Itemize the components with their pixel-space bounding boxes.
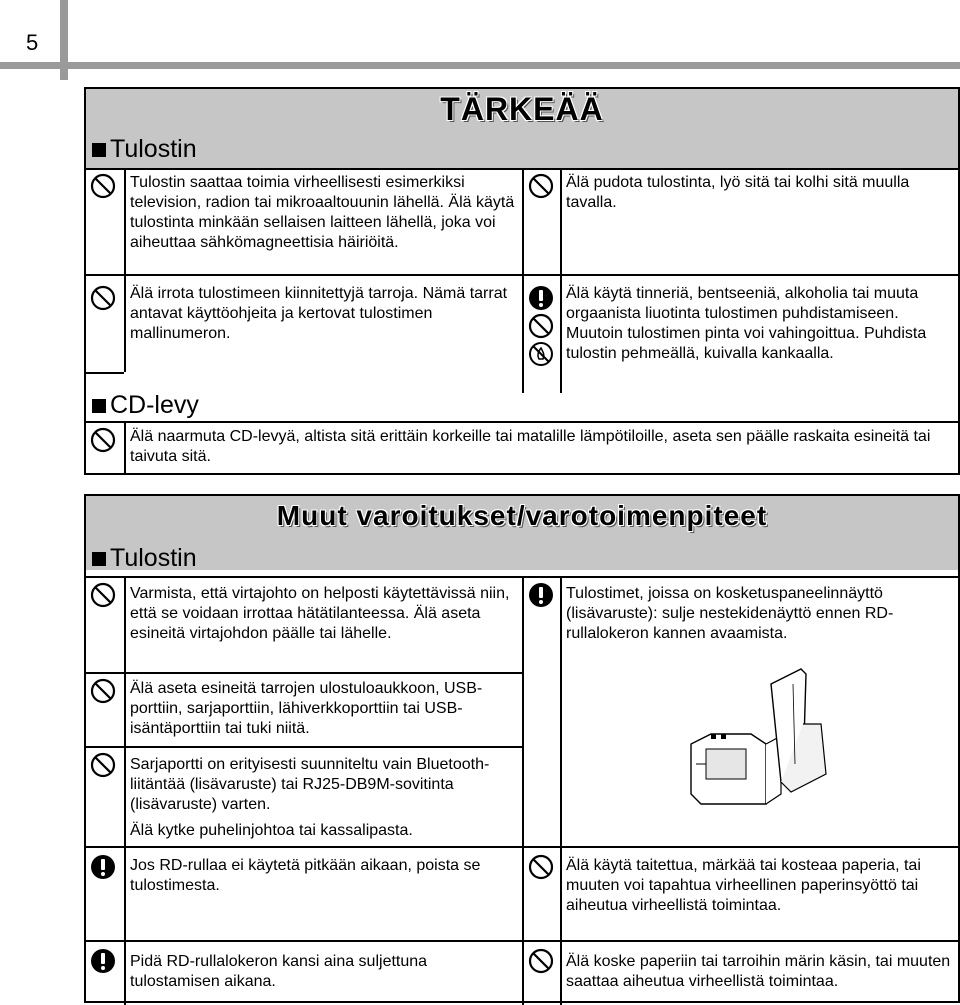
text-labels: Älä irrota tulostimeen kiinnitettyjä tarroja. Nämä tarrat antavat käyttöohjeita ja kertovat tulostimen mallinumeron.: [130, 285, 508, 342]
text-drop: Älä pudota tulostinta, lyö sitä tai kolhi sitä muulla tavalla.: [566, 174, 910, 211]
divider: [86, 421, 958, 423]
prohibition-icon: [528, 948, 554, 974]
prohibition-icon: [528, 173, 554, 199]
divider: [522, 274, 958, 276]
divider: [86, 846, 958, 848]
section-cd-label: CD-levy: [110, 391, 199, 419]
text-phone-line: Älä kytke puhelinjohtoa tai kassalipasta.: [130, 822, 413, 839]
prohibition-icon: [90, 678, 116, 704]
divider: [560, 168, 562, 393]
important-title: TÄRKEÄÄ: [440, 91, 604, 127]
text-touch-panel: Tulostimet, joissa on kosketuspaneelinnäyttö (lisävaruste): sulje nestekidenäyttö ennen RD-rullalokeron kannen avaamista.: [566, 585, 894, 642]
text-power-cord: Varmista, että virtajohto on helposti käytettävissä niin, että se voidaan irrottaa hätätilanteessa. Älä aseta esineitä virtajohdon päälle tai lähelle.: [130, 585, 510, 642]
other-title: Muut varoitukset/varotoimenpiteet: [276, 500, 768, 531]
prohibition-icon: [528, 854, 554, 880]
prohibition-icon: [90, 582, 116, 608]
important-box: [84, 87, 960, 475]
prohibition-icon: [90, 752, 116, 778]
other-box: [84, 494, 960, 1003]
text-thinner: Älä käytä tinneriä, bentseeniä, alkoholia tai muuta orgaanista liuotinta tulostimen puhdistamiseen. Muutoin tulostimen pinta voi vahingoittua. Puhdista tulostin pehmeällä, kuivalla kankaalla.: [566, 285, 927, 362]
divider: [86, 372, 124, 374]
text-folded-paper: Älä käytä taitettua, märkää tai kosteaa paperia, tai muuten voi tapahtua virheellinen paperinsyöttö tai aiheutua virheellistä toimintaa.: [566, 857, 921, 914]
exclamation-icon: [90, 948, 116, 974]
prohibition-icon: [90, 427, 116, 453]
divider: [124, 421, 126, 473]
section-printer: [92, 135, 197, 164]
divider: [86, 940, 958, 942]
section-printer-label: Tulostin: [110, 544, 197, 572]
divider: [86, 274, 522, 276]
square-bullet: [92, 552, 106, 566]
exclamation-icon: [528, 285, 554, 311]
divider: [86, 672, 522, 674]
prohibition-icon: [90, 285, 116, 311]
page-number: 5: [26, 30, 39, 55]
top-rule: [0, 62, 960, 69]
text-remove-roll: Jos RD-rullaa ei käytetä pitkään aikaan, poista se tulostimesta.: [130, 857, 481, 894]
text-keep-closed: Pidä RD-rullalokeron kansi aina suljettuna tulostamisen aikana.: [130, 953, 428, 990]
printer-illustration: [681, 664, 851, 814]
square-bullet: [92, 143, 106, 157]
text-serial-port: Sarjaportti on erityisesti suunniteltu vain Bluetooth-liitäntää (lisävaruste) tai RJ25-DB9M-sovitinta (lisävaruste) varten.: [130, 756, 490, 813]
divider: [86, 746, 522, 748]
section-cd: [92, 391, 199, 420]
no-flammable-icon: [528, 341, 554, 367]
text-wet-hands: Älä koske paperiin tai tarroihin märin käsin, tai muuten saattaa aiheutua virheellistä toimintaa.: [566, 953, 951, 990]
square-bullet: [92, 399, 106, 413]
prohibition-icon: [90, 173, 116, 199]
divider: [124, 168, 126, 372]
divider: [522, 168, 524, 393]
exclamation-icon: [528, 582, 554, 608]
section-printer-label: Tulostin: [110, 135, 197, 163]
exclamation-icon: [90, 854, 116, 880]
text-cd: Älä naarmuta CD-levyä, altista sitä erittäin korkeille tai matalille lämpötiloille, aseta sen päälle raskaita esineitä tai taivuta sitä.: [130, 428, 931, 465]
section-printer: [92, 544, 197, 573]
text-interference: Tulostin saattaa toimia virheellisesti esimerkiksi television, radion tai mikroaaltouunin lähellä. Älä käytä tulostinta minkään sellaisen laitteen lähellä, joka voi aiheuttaa sähkömagneettisia häiriöitä.: [130, 174, 515, 251]
text-ports: Älä aseta esineitä tarrojen ulostuloaukkoon, USB-porttiin, sarjaporttiin, lähiverkkoporttiin tai USB-isäntäporttiin tai tuki niitä.: [130, 680, 483, 737]
prohibition-icon: [528, 313, 554, 339]
